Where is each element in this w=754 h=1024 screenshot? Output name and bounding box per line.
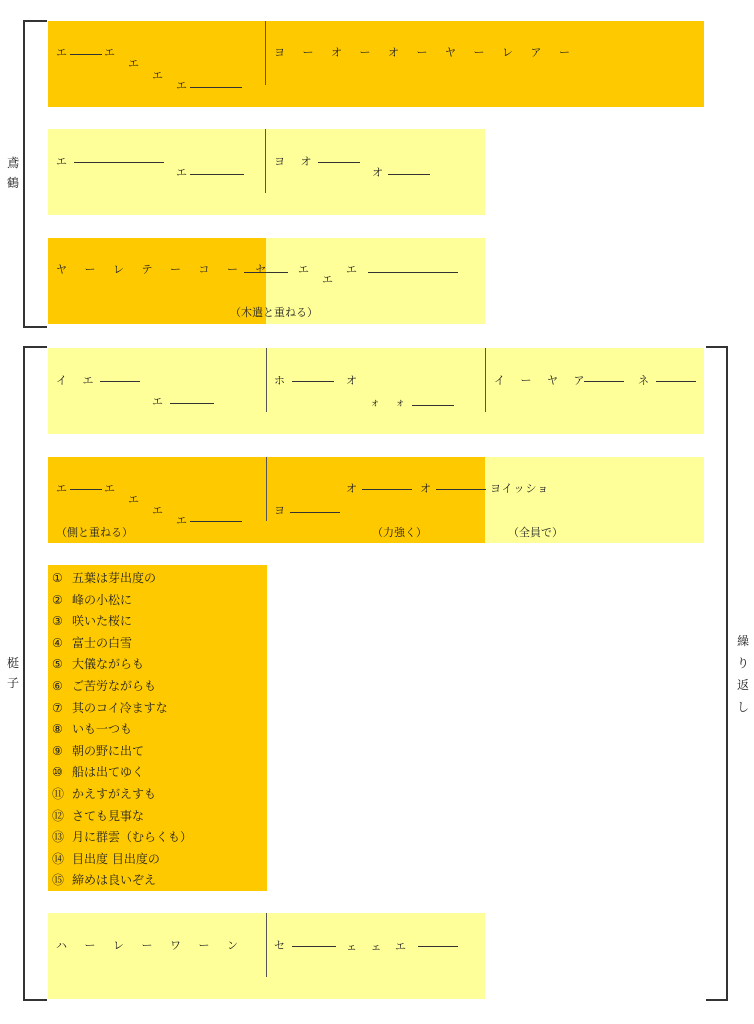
row5-right: ヨイッショ <box>490 482 550 495</box>
verse-number: ③ <box>52 614 63 629</box>
row1-line-1 <box>70 54 102 55</box>
section2-label-char-2: 子 <box>6 676 19 690</box>
verse-text: 目出度 目出度の <box>72 851 160 866</box>
row2-call-2: エ <box>176 166 188 179</box>
row1-response: ヨ ー オ ー オ ー ヤ ー レ ア ー <box>274 46 577 59</box>
verse-item <box>52 611 192 633</box>
row2-divider <box>265 129 266 193</box>
row2-line-3 <box>318 162 360 163</box>
repeat-char-4: し <box>736 700 749 714</box>
row1-call-2: エ <box>104 46 116 59</box>
row6-divider <box>266 913 267 977</box>
verse-item <box>52 827 192 849</box>
row4-box <box>48 348 704 434</box>
verse-item <box>52 654 192 676</box>
verse-item <box>52 849 192 871</box>
row2-line-2 <box>190 174 244 175</box>
verses-list <box>52 568 192 892</box>
verse-text: 咲いた桜に <box>72 614 133 629</box>
verse-number: ⑮ <box>52 873 65 888</box>
row2-line-4 <box>388 174 430 175</box>
verse-number: ⑧ <box>52 722 63 737</box>
row5-mid-3: オ <box>420 482 432 495</box>
verse-item <box>52 806 192 828</box>
row4-line-4 <box>412 405 454 406</box>
row4-line-2 <box>170 403 214 404</box>
row4-divider-2 <box>485 348 486 412</box>
verse-number: ⑫ <box>52 808 65 823</box>
row1-divider <box>265 21 266 85</box>
repeat-char-2: り <box>736 656 749 670</box>
verse-number: ⑨ <box>52 743 63 758</box>
row1-call-1: エ <box>56 46 68 59</box>
row1-box <box>48 21 704 107</box>
verse-number: ④ <box>52 635 63 650</box>
row5-call-2: エ <box>104 482 116 495</box>
row5-line-3 <box>290 512 340 513</box>
verse-item <box>52 698 192 720</box>
verse-number: ⑪ <box>52 786 65 801</box>
verse-text: かえすがえすも <box>72 786 157 801</box>
verse-item <box>52 762 192 784</box>
row5-note-right: （全員で） <box>508 526 563 539</box>
row6-call: ハ ー レ ー ワ ー ン <box>56 939 245 952</box>
row4-mid-1: ホ <box>274 374 286 387</box>
row2-box <box>48 129 485 215</box>
verse-text: いも一つも <box>72 722 133 737</box>
row4-line-3 <box>292 381 334 382</box>
row4-mid-2: オ <box>346 374 358 387</box>
section1-label-char-2: 鶴 <box>6 176 19 190</box>
row3-resp-1: エ <box>298 263 310 276</box>
verse-text: ご苦労ながらも <box>72 678 157 693</box>
row4-line-1 <box>100 381 140 382</box>
row5-call-1: エ <box>56 482 68 495</box>
verse-item <box>52 590 192 612</box>
verse-item <box>52 676 192 698</box>
verse-text: さても見事な <box>72 808 145 823</box>
row4-mid-3: ォ ォ <box>370 398 412 409</box>
row6-resp-1: セ <box>274 939 286 952</box>
row4-right-1: イ ー ヤ ア <box>494 374 591 387</box>
verse-text: 船は出てゆく <box>72 765 145 780</box>
row5-mid-2: オ <box>346 482 358 495</box>
verse-text: 峰の小松に <box>72 592 133 607</box>
row2-line-1 <box>74 162 164 163</box>
row4-right-2: ネ <box>638 374 650 387</box>
row4-line-5 <box>584 381 624 382</box>
row3-line-2 <box>368 272 458 273</box>
section2-bracket-left <box>23 346 47 1001</box>
row1-call-5: エ <box>176 79 188 92</box>
row4-call-2: エ <box>152 395 164 408</box>
row2-call-1: エ <box>56 155 68 168</box>
row1-call-3: エ <box>128 57 140 70</box>
row1-call-4: エ <box>152 69 164 82</box>
row5-call-3: エ <box>128 493 140 506</box>
verse-number: ⑬ <box>52 830 65 845</box>
verse-number: ② <box>52 592 63 607</box>
section2-bracket-right <box>706 346 728 1001</box>
row5-mid-1: ヨ <box>274 504 286 517</box>
row5-divider <box>266 457 267 521</box>
row5-line-4 <box>362 489 412 490</box>
verse-text: 締めは良いぞえ <box>72 873 157 888</box>
verse-item <box>52 741 192 763</box>
verse-text: 朝の野に出て <box>72 743 145 758</box>
row5-line-5 <box>436 489 486 490</box>
verse-item <box>52 633 192 655</box>
verse-number: ⑤ <box>52 657 63 672</box>
verse-number: ⑥ <box>52 678 63 693</box>
verse-text: 富士の白雪 <box>72 635 133 650</box>
verse-text: 五葉は芽出度の <box>72 571 157 585</box>
row5-note-mid: （力強く） <box>372 526 427 539</box>
section2-label-char-1: 梃 <box>6 656 19 670</box>
row1-line-2 <box>190 87 242 88</box>
verse-item <box>52 568 192 590</box>
verse-number: ⑭ <box>52 851 65 866</box>
verse-text: 大儀ながらも <box>72 657 145 672</box>
row6-resp-2: ェ ェ エ <box>346 940 411 953</box>
row3-call: ヤ ー レ テ ー コ ー セ <box>56 263 274 276</box>
verse-item <box>52 719 192 741</box>
verse-text: 月に群雲（むらくも） <box>72 830 193 845</box>
verse-number: ⑦ <box>52 700 63 715</box>
row6-line-1 <box>292 946 336 947</box>
row3-resp-3: エ <box>346 263 358 276</box>
row3-note: （木遣と重ねる） <box>230 306 318 319</box>
row3-line-1 <box>244 272 288 273</box>
section1-label-char-1: 鳶 <box>6 156 19 170</box>
row2-response-1: ヨ オ <box>274 155 318 168</box>
row5-line-1 <box>70 489 102 490</box>
verse-text: 其のコイ冷ますな <box>72 700 168 715</box>
verse-number: ① <box>52 571 63 585</box>
verse-item <box>52 784 192 806</box>
row5-call-4: エ <box>152 504 164 517</box>
row6-line-2 <box>418 946 458 947</box>
row4-line-6 <box>656 381 696 382</box>
row5-call-5: エ <box>176 514 188 527</box>
row4-divider-1 <box>266 348 267 412</box>
section1-bracket <box>23 20 47 328</box>
verse-item <box>52 870 192 892</box>
repeat-char-3: 返 <box>736 678 749 692</box>
row3-resp-2: エ <box>322 273 334 286</box>
repeat-char-1: 繰 <box>736 634 749 648</box>
row4-call-1: イ エ <box>56 374 100 387</box>
row2-response-2: オ <box>372 166 384 179</box>
row5-note-left: （側と重ねる） <box>56 526 133 539</box>
verse-number: ⑩ <box>52 765 63 780</box>
row5-line-2 <box>190 521 242 522</box>
